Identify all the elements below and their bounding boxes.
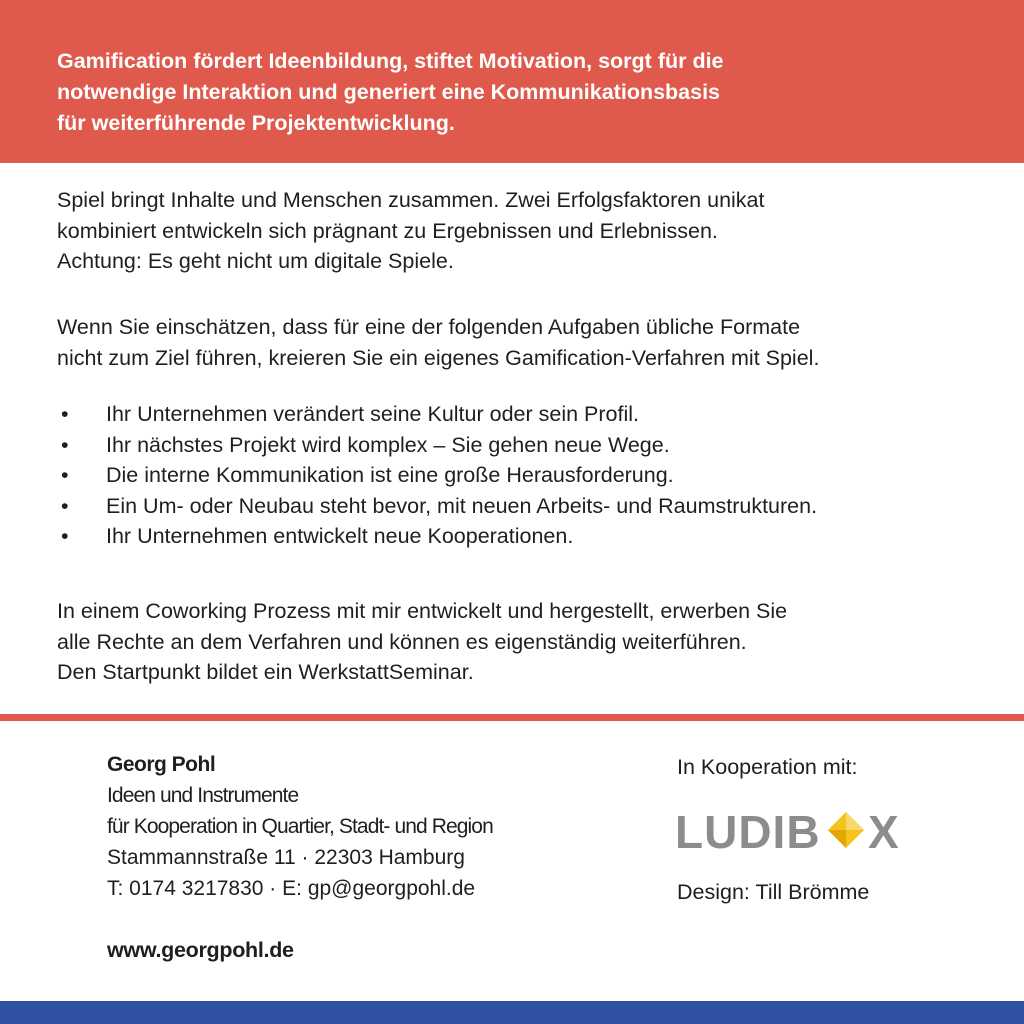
contact-block xyxy=(107,750,627,904)
closing-line: alle Rechte an dem Verfahren und können es eigenständig weiterführen. xyxy=(57,629,747,654)
contact-tagline: Ideen und Instrumente xyxy=(107,784,299,807)
bullet-marker: • xyxy=(61,493,69,518)
website-link[interactable]: www.georgpohl.de xyxy=(107,938,294,962)
bullet-text: Die interne Kommunikation ist eine große Herausforderung. xyxy=(106,463,674,487)
logo-text-x: X xyxy=(868,806,899,855)
logo-box-icon xyxy=(828,812,864,848)
logo-text-ludib: LUDIB xyxy=(675,806,821,855)
header-line: Gamification fördert Ideenbildung, stiftet Motivation, sorgt für die xyxy=(57,49,724,73)
bullet-text: Ihr nächstes Projekt wird komplex – Sie gehen neue Wege. xyxy=(106,432,670,457)
bullet-marker: • xyxy=(61,524,69,548)
bullet-marker: • xyxy=(61,402,69,426)
intro-line: Spiel bringt Inhalte und Menschen zusammen. Zwei Erfolgsfaktoren unikat xyxy=(57,188,765,212)
bullet-marker: • xyxy=(61,432,69,457)
contact-phone-email: T: 0174 3217830 · E: gp@georgpohl.de xyxy=(107,877,476,900)
header-banner xyxy=(0,0,1024,163)
bullet-text: Ein Um- oder Neubau steht bevor, mit neuen Arbeits- und Raumstrukturen. xyxy=(106,493,818,518)
assessment-line: Wenn Sie einschätzen, dass für eine der folgenden Aufgaben übliche Formate xyxy=(57,315,801,339)
intro-paragraph xyxy=(57,185,1007,277)
assessment-paragraph xyxy=(57,312,1007,373)
closing-line: Den Startpunkt bildet ein WerkstattSeminar. xyxy=(57,660,474,684)
bullet-marker: • xyxy=(61,463,69,487)
task-bullet-list xyxy=(57,399,1017,552)
header-statement xyxy=(57,46,997,139)
contact-address: Stammannstraße 11 · 22303 Hamburg xyxy=(107,846,465,869)
section-divider xyxy=(0,714,1024,721)
assessment-line: nicht zum Ziel führen, kreieren Sie ein eigenes Gamification-Verfahren mit Spiel. xyxy=(57,345,820,370)
contact-tagline: für Kooperation in Quartier, Stadt- und Region xyxy=(107,815,493,838)
bullet-item xyxy=(57,399,1017,430)
bullet-item xyxy=(57,521,1017,552)
bullet-item xyxy=(57,430,1017,461)
ludibox-logo xyxy=(675,805,915,855)
intro-line: Achtung: Es geht nicht um digitale Spiele. xyxy=(57,249,454,273)
intro-line: kombiniert entwickeln sich prägnant zu Ergebnissen und Erlebnissen. xyxy=(57,218,718,243)
contact-name: Georg Pohl xyxy=(107,753,216,776)
footer-bar xyxy=(0,1001,1024,1024)
bullet-item xyxy=(57,491,1017,522)
cooperation-label: In Kooperation mit: xyxy=(677,755,858,779)
bullet-item xyxy=(57,460,1017,491)
bullet-text: Ihr Unternehmen entwickelt neue Kooperationen. xyxy=(106,524,574,548)
closing-line: In einem Coworking Prozess mit mir entwickelt und hergestellt, erwerben Sie xyxy=(57,599,788,623)
design-credit: Design: Till Brömme xyxy=(677,880,870,904)
header-line: notwendige Interaktion und generiert eine Kommunikationsbasis xyxy=(57,80,721,104)
bullet-text: Ihr Unternehmen verändert seine Kultur oder sein Profil. xyxy=(106,402,639,426)
closing-paragraph xyxy=(57,596,1007,688)
header-line: für weiterführende Projektentwicklung. xyxy=(57,111,455,135)
